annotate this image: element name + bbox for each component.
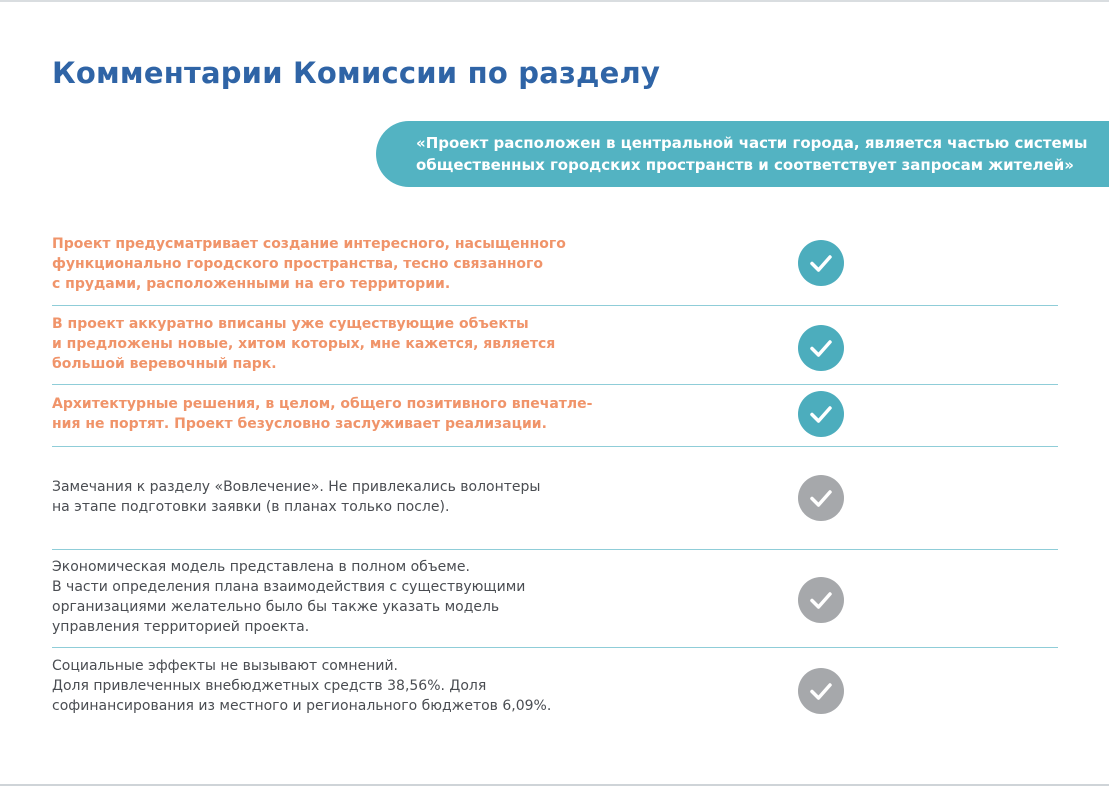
comment-row [52, 550, 1058, 648]
comment-row [52, 648, 1058, 728]
quote-banner [376, 121, 1109, 187]
comment-text: Архитектурные решения, в целом, общего позитивного впечатле- ния не портят. Проект безусловно заслуживает реализации. [52, 396, 593, 432]
page-title: Комментарии Комиссии по разделу [52, 56, 661, 90]
quote-text: «Проект расположен в центральной части города, является частью системы общественных городских пространств и соответствует запросам жителей» [416, 134, 1088, 174]
comment-row [52, 385, 1058, 447]
check-circle-icon [798, 325, 844, 371]
comment-row [52, 226, 1058, 306]
check-circle-icon [798, 475, 844, 521]
check-circle-icon [798, 577, 844, 623]
comment-text: В проект аккуратно вписаны уже существующие объекты и предложены новые, хитом которых, мне кажется, является большой веревочный парк. [52, 316, 556, 372]
check-circle-icon [798, 391, 844, 437]
comment-text: Экономическая модель представлена в полном объеме. В части определения плана взаимодействия с существующими организациями желательно было бы также указать модель управления территорией проекта. [52, 559, 526, 635]
check-circle-icon [798, 668, 844, 714]
comment-text: Социальные эффекты не вызывают сомнений. Доля привлеченных внебюджетных средств 38,56%. Доля софинансирования из местного и регионального бюджетов 6,09%. [52, 658, 552, 714]
comment-text: Проект предусматривает создание интересного, насыщенного функционально городского пространства, тесно связанного с прудами, расположенными на его территории. [52, 236, 566, 292]
check-circle-icon [798, 240, 844, 286]
comment-row [52, 306, 1058, 385]
comment-row [52, 447, 1058, 550]
comment-text: Замечания к разделу «Вовлечение». Не привлекались волонтеры на этапе подготовки заявки (в планах только после). [52, 479, 541, 515]
top-divider [0, 0, 1109, 2]
